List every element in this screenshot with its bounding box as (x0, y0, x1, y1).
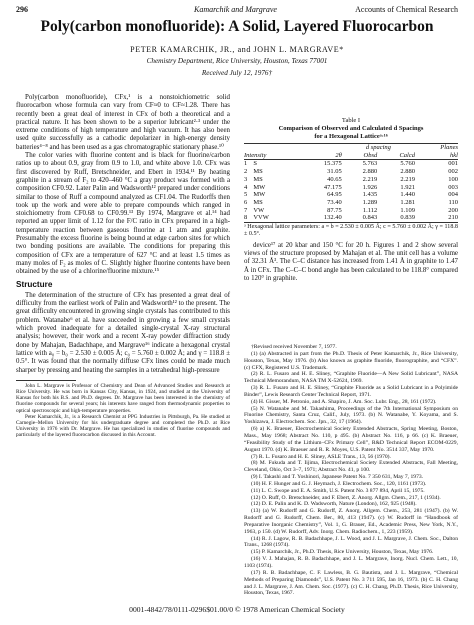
reference-item: (16) V. J. Mahajan, R. B. Badachhape, and J. L. Margrave, Inorg. Nucl. Chem. Lett., 10, 1103 (1974). (244, 556, 458, 569)
body-paragraph: The determination of the structure of CFx has presented a great deal of difficulty from the earliest work of Palin and Wadsworth¹² to the present. The great difficulty encountered in growing single crystals has contributed to this problem. Watanabe⁶ et al. have succeeded in growing a few small crystals which proved inadequate for a detailed single-crystal X-ray structural analysis; however, their work and a recent X-ray powder diffraction study done by Mahajan, Badachhape, and Margrave¹⁶ indicate a hexagonal crystal lattice with a₀ = b₀ = 2.530 ± 0.005 Å; c₀ = 5.760 ± 0.002 Å; and γ = 118.8 ± 0.5°. It was found that the normally diffuse CFx lines could be made much sharper by pressing and heating the samples in a tetrahedral high-pressure (16, 291, 230, 374)
body-paragraph: Poly(carbon monofluoride), CFx,¹ is a nonstoichiometric solid fluorocarbon whose formula can vary from CF≈0 to CF≈1.28. There has recently been a great deal of interest in CFx of both a theoretical and a practical nature. It has been shown to be a superior lubricant²·³ under the extreme conditions of high temperature and high vacuum. It has also been used quite successfully as a cathodic depolarizer in high-energy density batteries⁴⁻⁸ and has been used as a gas chromatographic stationary phase.¹⁰ (16, 94, 230, 151)
running-authors: Kamarchik and Margrave (194, 5, 277, 14)
reference-item: (8) M. Fukuda and T. Iijima, Electrochemical Society Extended Abstracts, Fall Meeting, Cleveland, Ohio, Oct 3–7, 1971; Abstract No. 41, p 100. (244, 460, 458, 474)
table-label: Table I (341, 117, 361, 124)
data-table (244, 117, 458, 283)
journal-name: Accounts of Chemical Research (355, 5, 458, 14)
table-row: 1 S 15.375 5.763 5.760 001 (244, 160, 458, 168)
reference-item: (12) D. E. Palin and K. D. Wadsworth, Nature (London), 162, 925 (1948). (251, 501, 417, 508)
author-bio: Peter Kamarchik, Jr., is a Research Chemist at PPG Industries in Pittsburgh, Pa. He studied at Carnegie–Mellon University for his undergraduate degree and completed the Ph.D. at Rice University in 1976 with Dr. Margrave. He has specialized in studies of fluorine compounds and particularly of the layered fluorocarbon discussed in this Account. (16, 413, 230, 439)
reference-item: (4) H. Gisser, M. Petronio, and A. Shapiro, J. Am. Soc. Lubr. Eng., 28, 161 (1972). (251, 398, 437, 405)
reference-item: (6) a) K. Braeuer, Electrochemical Society Extended Abstracts, Spring Meeting, Boston, Mass., May 1968; Abstract No. 110, p 495. (b) Abstract No. 116, p 66. (c) K. Braeuer, “Feasibility Study of the Lithium–CFx Primary Cell”, R&D Technical Report ECOM-0229, August 1970. (d) K. Braeuer and R. R. Moyes, U.S. Patent No. 3514 337, May 1970. (244, 426, 458, 453)
references-list (244, 344, 458, 597)
reference-item: (5) N. Watanabe and M. Takashima, Proceedings of the 7th International Symposium on Fluorine Chemistry, Santa Cruz, Calif., July, 1973. (b) N. Watanabe, Y. Koyama, and S. Yoshizawa, J. Electrochem. Soc. Jpn., 32, 17 (1964). (244, 405, 458, 426)
table-row: 5 MW 64.95 1.435 1.440 004 (244, 191, 458, 199)
body-paragraph: The color varies with fluorine content and is black for fluorine/carbon ratios up to about 0.9, gray from 0.9 to 1.0, and white above 1.0. CFx was first discovered by Ruff, Bretschneider, and Ebert in 1934.¹¹ By heating graphite in a stream of F₂ to 420–460 °C a gray product was formed with a composition CF0.92. Later Palin and Wadsworth¹² prepared under conditions similar to those of Ruff a compound analyzed as CF1.04. The Rudorffs then took up the work and were able to prepare compounds which ranged in stoichiometry from CF0.68 to CF0.99.¹³ By 1974, Margrave et al.¹⁴ had reported an upper limit of 1.12 for the F/C ratio in CFx prepared in a high-temperature reaction between gaseous fluorine at 1 atm and graphite. Presumably the excess fluorine is being bound at edge carbon sites for which two bonding positions are available. The conditions for preparing this composition of CFx are a temperature of 627 °C and at least 1.5 times as many moles of F₂ as moles of C. Slightly higher fluorine contents have been obtained by the use of a chlorine/fluorine mixture.¹⁵ (16, 152, 230, 276)
reference-item: †Revised received November 7, 1977. (251, 344, 337, 350)
affiliation: Chemistry Department, Rice University, Houston, Texas 77001 (146, 57, 328, 65)
table-row: 8 VVW 132.40 0.843 0.839 210 (244, 214, 458, 222)
copyright-footer: 0001-4842/78/0111-0296$01.00/0 © 1978 American Chemical Society (129, 605, 345, 614)
table-row: 3 MS 40.65 2.219 2.219 100 (244, 175, 458, 183)
reference-item: (12) O. Ruff, O. Bretschneider, and F. Ebert, Z. Anorg. Allgm. Chem., 217, 1 (1934). (251, 494, 441, 501)
received-date: Received July 12, 1976† (201, 69, 273, 77)
article-title: Poly(carbon monofluoride): A Solid, Layered Fluorocarbon (40, 18, 434, 35)
table-caption: Comparison of Observed and Calculated d Spacings (278, 125, 424, 132)
reference-item: (13) (a) W. Rudorff and G. Rudorff, Z. Anorg. Allgem. Chem., 253, 281 (1947). (b) W. Rudorff and G. Rudorff, Chem. Ber., 80, 413 (1947). (c) W. Rudorff in “Handbook of Preparative Inorganic Chemistry”, Vol. 1, G. Brauer, Ed., Academic Press, New York, N.Y., 1963, p 150. (d) W. Rudorff, Adv. Inorg. Chem. Radiochem., 1, 223 (1959). (244, 508, 458, 535)
column-header: Intensity (244, 152, 298, 160)
reference-item: (11) L. C. Swope and E. A. Smith, U.S. Patent No. 3 877 894, April 15, 1975. (251, 487, 425, 494)
reference-item: (9) I. Takashi and T. Yoshinori, Japanese Patent No. 7 350 631, May 7, 1973. (251, 474, 424, 481)
footnote-divider (16, 380, 76, 381)
reference-item: (10) H. F. Hunger and G. J. Heymach, J. Electrochem. Soc., 120, 1161 (1973). (251, 480, 427, 487)
table-footnote: ᵃ Hexagonal lattice parameters: a = b = 2.530 ± 0.005 Å; c = 5.760 ± 0.002 Å; γ = 118.8 ± 0.5°. (244, 224, 458, 238)
table-row: 4 MW 47.175 1.926 1.921 003 (244, 183, 458, 191)
reference-item: (15) P. Kamarchik, Jr., Ph.D. Thesis, Rice University, Houston, Texas, May 1976. (251, 549, 434, 556)
reference-item: (3) R. L. Fusaro and H. E. Sliney, “Graphite Fluoride as a Solid Lubricant in a Polyimide Binder”, Lewis Research Center Technical Report, 1971. (244, 385, 458, 398)
running-header (16, 5, 458, 15)
column-header: 2θ (298, 152, 341, 160)
d-spacing-table (244, 143, 458, 223)
reference-item: (7) R. L. Fusaro and H. E. Sliney, ASLE Trans., 13, 56 (1970). (251, 453, 391, 460)
reference-item: (17) R. B. Badachhape, C. F. Lawless, B. G. Bautista, and J. L. Margrave, “Chemical Methods of Preparing Diamonds”, U.S. Patent No. 3 711 595, Jan 16, 1973. (b) C. H. Chang and J. L. Margrave, J. Am. Chem. Soc. (1977). (c) C. H. Chang, Ph.D. Thesis, Rice University, Houston, Texas, 1967. (244, 569, 458, 597)
author-byline: PETER KAMARCHIK, JR., and JOHN L. MARGRAVE* (130, 45, 344, 54)
right-column-text (244, 242, 458, 283)
table-row (244, 222, 458, 223)
column-group-header: d spacing (342, 144, 415, 152)
left-column (16, 94, 230, 439)
author-bio: John L. Margrave is Professor of Chemistry and Dean of Advanced Studies and Research at Rice University. He was born in Kansas City, Kansas, in 1924, and studied at the University of Kansas for both his B.S. and Ph.D. degrees. Dr. Margrave has been interested in the chemistry of fluorine compounds for several years; his interests have ranged from thermodynamic properties to optical spectroscopic and high-temperature properties. (16, 382, 230, 414)
column-header: Obsd (342, 152, 378, 160)
table-row: 7 VW 87.75 1.112 1.109 200 (244, 206, 458, 214)
reference-item: (2) R. L. Fusaro and H. E. Sliney, “Graphite Fluoride—A New Solid Lubricant”, NASA Technical Memorandum, NASA TM X-52624, 1969. (244, 371, 458, 385)
table-caption: for a Hexagonal Latticeᵃ·¹⁶ (314, 133, 388, 140)
body-paragraph: device¹⁷ at 20 kbar and 150 °C for 20 h. Figures 1 and 2 show several views of the structure proposed by Mahajan et al. The unit cell has a volume of 32.31 Å³. The C–C distance has increased from 1.41 Å in graphite to 1.47 Å in CFx. The C–C–C bond angle has been calculated to be 118.8° compared to 120° in graphite. (244, 241, 458, 283)
table-row: 2 MS 31.05 2.880 2.880 002 (244, 168, 458, 176)
reference-item: (1) (a) Abstracted in part from the Ph.D. Thesis of Peter Kamarchik, Jr., Rice University, Houston, Texas, May 1976. (b) Also known as graphite fluoride, fluorographite, and “CFX”. (c) CFX, Registered U.S. Trademark. (244, 350, 458, 371)
column-header: Calcd (377, 152, 415, 160)
page-number: 296 (16, 5, 28, 14)
column-header: hkl (415, 152, 458, 160)
reference-item: (14) R. J. Lagow, R. B. Badachhape, J. L. Wood, and J. L. Margrave, J. Chem. Soc., Dalton Trans., 1268 (1974). (244, 535, 458, 549)
column-group-header: Planes (415, 144, 458, 152)
section-heading: Structure (16, 279, 53, 289)
table-row: 6 MS 73.40 1.289 1.281 110 (244, 198, 458, 206)
